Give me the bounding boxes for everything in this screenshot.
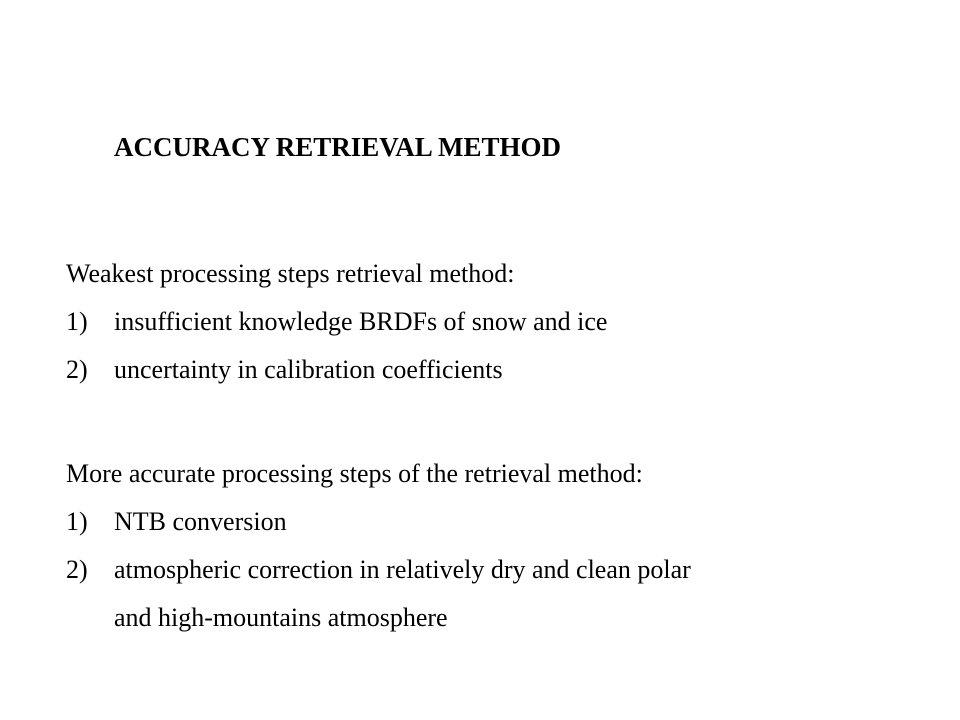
list-item-continuation: and high-mountains atmosphere bbox=[114, 603, 448, 632]
list-item-text: NTB conversion bbox=[114, 507, 287, 536]
list-item-number: 2) bbox=[66, 555, 88, 584]
list-item-text: insufficient knowledge BRDFs of snow and ice bbox=[114, 307, 608, 336]
list-item bbox=[66, 346, 607, 394]
list-item bbox=[66, 298, 607, 346]
list-item bbox=[66, 498, 691, 546]
weakest-steps-heading: Weakest processing steps retrieval method: bbox=[66, 259, 515, 288]
list-item-number: 1) bbox=[66, 307, 88, 336]
list-item-text: atmospheric correction in relatively dry and clean polar bbox=[114, 555, 691, 584]
list-item bbox=[66, 546, 691, 594]
list-item-number: 1) bbox=[66, 507, 88, 536]
slide-title: ACCURACY RETRIEVAL METHOD bbox=[114, 132, 562, 162]
list-item-number: 2) bbox=[66, 355, 88, 384]
weakest-steps-section bbox=[66, 250, 607, 394]
accurate-steps-section bbox=[66, 450, 691, 642]
accurate-steps-heading: More accurate processing steps of the retrieval method: bbox=[66, 459, 643, 488]
list-item-text: uncertainty in calibration coefficients bbox=[114, 355, 503, 384]
